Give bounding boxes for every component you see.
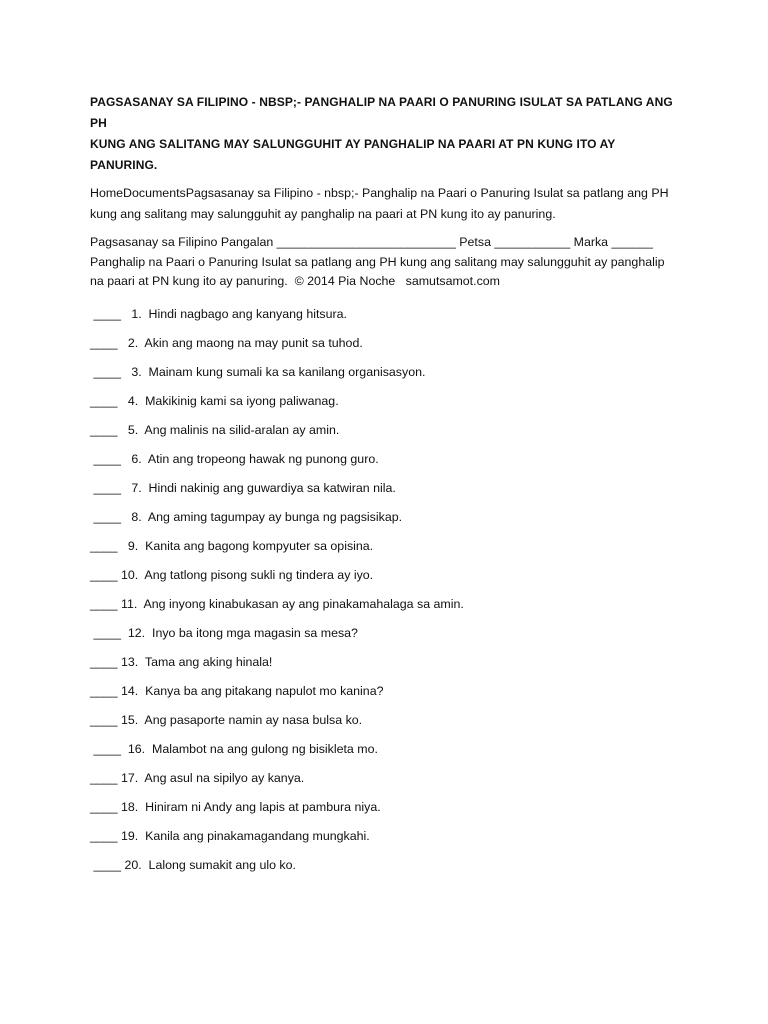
exercise-item-9: ____ 9. Kanita ang bagong kompyuter sa opisina. (90, 539, 374, 554)
exercise-item-7: ____ 7. Hindi nakinig ang guwardiya sa katwiran nila. (90, 481, 396, 496)
exercise-item-18: ____ 18. Hiniram ni Andy ang lapis at pambura niya. (90, 800, 381, 815)
exercise-item-20: ____ 20. Lalong sumakit ang ulo ko. (90, 858, 296, 873)
exercise-item-5: ____ 5. Ang malinis na silid-aralan ay amin. (90, 423, 340, 438)
exercise-item-16: ____ 16. Malambot na ang gulong ng bisikleta mo. (90, 742, 378, 757)
document-title: PAGSASANAY SA FILIPINO - NBSP;- PANGHALIP NA PAARI O PANURING ISULAT SA PATLANG ANG PH KUNG ANG SALITANG MAY SALUNGGUHIT AY PANGHALIP NA PAARI AT PN KUNG ITO AY PANURING. (90, 95, 673, 172)
exercise-item-11: ____ 11. Ang inyong kinabukasan ay ang pinakamahalaga sa amin. (90, 597, 464, 612)
exercise-item-12: ____ 12. Inyo ba itong mga magasin sa mesa? (90, 626, 358, 641)
worksheet-header (90, 233, 680, 292)
exercise-item-19: ____ 19. Kanila ang pinakamagandang mungkahi. (90, 829, 370, 844)
worksheet-header-line-1: Pagsasanay sa Filipino Pangalan __________________________ Petsa ___________ Marka ______ (90, 235, 653, 249)
exercise-list (90, 300, 680, 880)
exercise-item-1: ____ 1. Hindi nagbago ang kanyang hitsura. (90, 307, 347, 322)
worksheet-header-line-3: na paari at PN kung ito ay panuring. © 2014 Pia Noche samutsamot.com (90, 274, 500, 289)
worksheet-document (90, 92, 680, 880)
exercise-item-2: ____ 2. Akin ang maong na may punit sa tuhod. (90, 336, 363, 351)
worksheet-header-line-2: Panghalip na Paari o Panuring Isulat sa patlang ang PH kung ang salitang may salungguhit ay panghalip (90, 254, 665, 269)
exercise-item-13: ____ 13. Tama ang aking hinala! (90, 655, 273, 670)
exercise-item-14: ____ 14. Kanya ba ang pitakang napulot mo kanina? (90, 684, 384, 699)
exercise-item-3: ____ 3. Mainam kung sumali ka sa kanilang organisasyon. (90, 365, 426, 380)
exercise-item-10: ____ 10. Ang tatlong pisong sukli ng tindera ay iyo. (90, 568, 374, 583)
exercise-item-6: ____ 6. Atin ang tropeong hawak ng punong guro. (90, 452, 379, 467)
exercise-item-4: ____ 4. Makikinig kami sa iyong paliwanag. (90, 394, 339, 409)
exercise-item-17: ____ 17. Ang asul na sipilyo ay kanya. (90, 771, 305, 786)
exercise-item-8: ____ 8. Ang aming tagumpay ay bunga ng pagsisikap. (90, 510, 403, 525)
exercise-item-15: ____ 15. Ang pasaporte namin ay nasa bulsa ko. (90, 713, 363, 728)
breadcrumb: HomeDocumentsPagsasanay sa Filipino - nbsp;- Panghalip na Paari o Panuring Isulat sa patlang ang PH kung ang salitang may salungguhit ay panghalip na paari at PN kung ito ay panuring. (90, 186, 669, 221)
